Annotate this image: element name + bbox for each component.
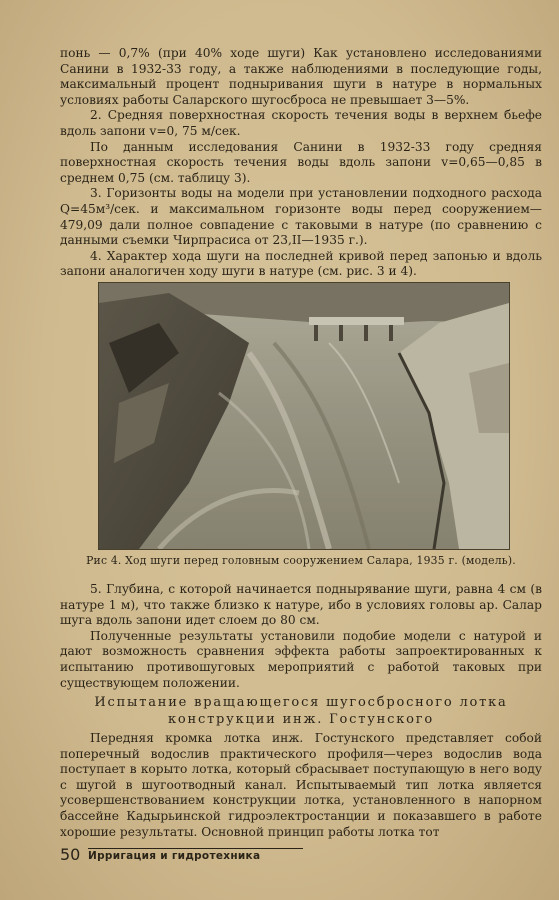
figure-caption: Рис 4. Ход шуги перед головным сооружением Салара, 1935 г. (модель).: [86, 554, 516, 567]
paragraph: 3. Горизонты воды на модели при установлении подходного расхода Q=45м³/сек. и максимальном горизонте воды перед сооружением—479,09 дали полное совпадение с таковыми в натуре (по сравнению с данными съемки Чирпрасиса от 23,II—1935 г.).: [60, 186, 542, 248]
paragraph: Передняя кромка лотка инж. Гостунского представляет собой поперечный водослив практического профиля—через водослив вода поступает в корыто лотка, который сбрасывает поступающую в него воду с шугой в шугоотводный канал. Испытываемый тип лотка является усовершенствованием конструкции лотка, установленного в напорном бассейне Кадырьинской гидроэлектростанции и показавшего в работе хорошие результаты. Основной принцип работы лотка тот: [60, 731, 542, 839]
journal-title: Ирригация и гидротехника: [88, 850, 261, 862]
paragraph: 4. Характер хода шуги на последней кривой перед запонью и вдоль запони аналогичен ходу шуги в натуре (см. рис. 3 и 4).: [60, 248, 542, 279]
body-text-bottom: [60, 731, 542, 840]
photo-illustration: [99, 283, 509, 549]
paragraph: 5. Глубина, с которой начинается поднырявание шуги, равна 4 см (в натуре 1 м), что также близко к натуре, ибо в условиях головы ар. Салар шуга вдоль запони идет слоем до 80 см.: [60, 582, 542, 628]
page-footer: [60, 845, 542, 869]
body-text-middle: [60, 582, 542, 691]
paragraph: 2. Средняя поверхностная скорость течения воды в верхнем бьефе вдоль запони v=0, 75 м/сек.: [60, 108, 542, 138]
footer-rule: [88, 848, 303, 849]
body-text-top: [60, 46, 542, 280]
paragraph: По данным исследования Санини в 1932-33 году средняя поверхностная скорость течения воды вдоль запони v=0,65—0,85 в среднем 0,75 (см. таблицу 3).: [60, 139, 542, 185]
paragraph: понь — 0,7% (при 40% ходе шуги) Как установлено исследованиями Санини в 1932-33 году, а также наблюдениями в последующие годы, максимальный процент подныривания шуги в натуре в нормальных условиях работы Саларского шугосброса не превышает 3—5%.: [60, 46, 542, 107]
section-heading: Испытание вращающегося шугосбросного лотка конструкции инж. Гостунского: [94, 695, 508, 727]
page-number: 50: [60, 845, 81, 864]
model-photograph: [98, 282, 510, 550]
paragraph: Полученные результаты установили подобие модели с натурой и дают возможность сравнения эффекта работы запроектированных к испытанию противошуговых мероприятий с работой таковых при существующем положении.: [60, 628, 542, 690]
